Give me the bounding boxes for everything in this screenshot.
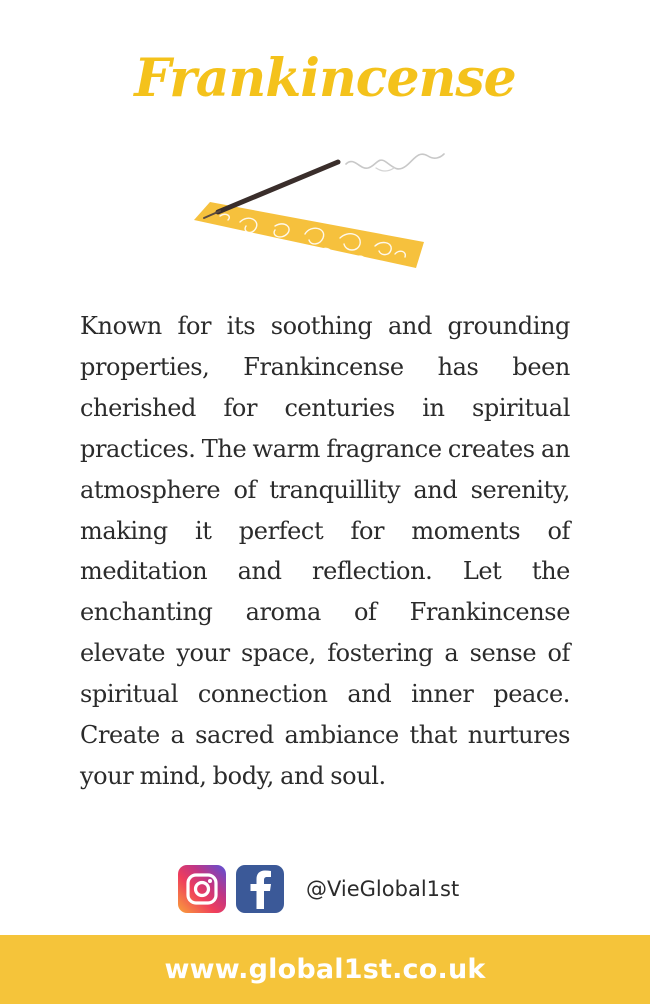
facebook-icon[interactable] xyxy=(236,865,284,913)
page-title: Frankincense xyxy=(134,48,516,109)
footer-bar xyxy=(0,935,650,1004)
social-handle: @VieGlobal1st xyxy=(306,877,460,901)
website-link[interactable]: www.global1st.co.uk xyxy=(164,954,486,985)
incense-stick-icon xyxy=(180,150,470,275)
description-text: Known for its soothing and grounding properties, Frankincense has been cherished for centuries in spiritual practices. The warm fragrance creates an atmosphere of tranquillity and serenity, making it perfect for moments of meditation and reflection. Let the enchanting aroma of Frankincense elevate your space, fostering a sense of spiritual connection and inner peace. Create a sacred ambiance that nurtures your mind, body, and soul. xyxy=(80,312,570,790)
social-links xyxy=(178,864,459,914)
instagram-icon[interactable] xyxy=(178,865,226,913)
